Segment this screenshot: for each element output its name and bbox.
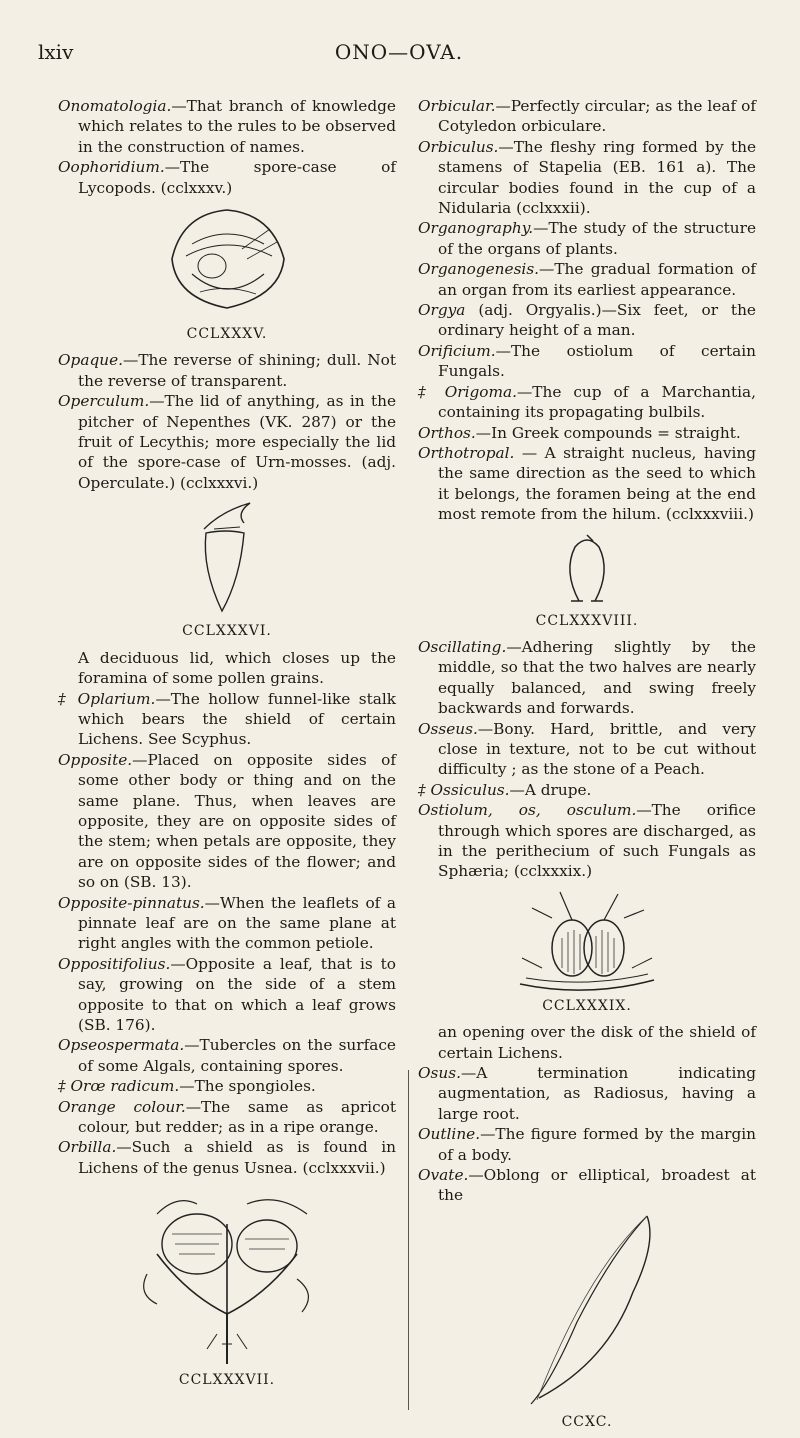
entry-operculum: Operculum.—The lid of anything, as in the pitcher of Nepenthes (VK. 287) or the fruit of Lecythis; more especially the lid of the spore-case of Urn-mosses. (adj. Operculate.) (cclxxxvi.) — [58, 392, 396, 492]
entry-organography: Organography.—The study of the structure of the organs of plants. — [418, 219, 756, 258]
entry-origoma: ‡ Origoma.—The cup of a Marchantia, containing its propagating bulbils. — [418, 382, 756, 422]
entry-oscillating: Oscillating.—Adhering slightly by the middle, so that the two halves are nearly equally balanced, and swing freely backwards and forwards. — [418, 637, 756, 718]
column-divider — [408, 1070, 409, 1410]
entry-orbicular: Orbicular.—Perfectly circular; as the leaf of Cotyledon orbiculare. — [418, 97, 756, 136]
operculum-illustration — [192, 499, 262, 617]
entry-outline: Outline.—The figure formed by the margin of a body. — [418, 1125, 756, 1164]
right-column — [418, 96, 756, 1438]
figure-caption: CCLXXXVII. — [178, 1372, 276, 1389]
entry-orange-colour: Orange colour.—The same as apricot colour, but redder; as in a ripe orange. — [58, 1097, 396, 1137]
entry-onomatologia: Onomatologia.—That branch of knowledge which relates to the rules to be observed in the construction of names. — [58, 97, 396, 156]
page-header — [38, 40, 760, 76]
figure-caption: CCLXXXV. — [186, 326, 268, 343]
entry-orae-radicum: ‡ Orœ radicum.—The spongioles. — [58, 1077, 316, 1096]
entry-organogenesis: Organogenesis.—The gradual formation of an organ from its earliest appearance. — [418, 260, 756, 299]
perithecium-illustration — [512, 888, 662, 992]
entry-opseospermata: Opseospermata.—Tubercles on the surface of some Algals, containing spores. — [58, 1036, 396, 1075]
figure-caption: CCLXXXVI. — [182, 623, 272, 640]
figure-ccxc — [418, 1212, 756, 1432]
figure-cclxxxvi — [58, 499, 396, 641]
figure-caption: CCLXXXVIII. — [535, 612, 639, 629]
entry-opposite-pinnatus: Opposite-pinnatus.—When the leaflets of a pinnate leaf are on the same plane at right angles with the common petiole. — [58, 893, 396, 953]
entry-opaque: Opaque.—The reverse of shining; dull. Not the reverse of transparent. — [58, 351, 396, 390]
entry-osseus: Osseus.—Bony. Hard, brittle, and very close in texture, not to be cut without difficulty ; as the stone of a Peach. — [418, 719, 756, 779]
orthotropal-nucleus-illustration — [557, 531, 617, 607]
entry-orbiculus: Orbiculus.—The fleshy ring formed by the stamens of Stapelia (EB. 161 a). The circular bodies found in the cup of a Nidularia (cclxxxii). — [418, 137, 756, 218]
entry-continuation: an opening over the disk of the shield of certain Lichens. — [438, 1023, 756, 1062]
entry-orbilla: Orbilla.—Such a shield as is found in Lichens of the genus Usnea. (cclxxxvii.) — [58, 1138, 396, 1177]
entry-oplarium: ‡ Oplarium.—The hollow funnel-like stalk which bears the shield of certain Lichens. See Scyphus. — [58, 689, 397, 749]
entry-orthotropal: Orthotropal. — A straight nucleus, having the same direction as the seed to which it belongs, the foramen being at the end most remote from the hilum. (cclxxxviii.) — [418, 443, 756, 524]
figure-cclxxxvii — [58, 1184, 396, 1390]
entry-orificium: Orificium.—The ostiolum of certain Fungals. — [418, 341, 756, 381]
running-title: ONO—OVA. — [334, 40, 464, 64]
entry-osus: Osus.—A termination indicating augmentation, as Radiosus, having a large root. — [418, 1064, 756, 1123]
page-number: lxiv — [38, 40, 74, 64]
left-column — [58, 96, 396, 1397]
entry-ovate: Ovate.—Oblong or elliptical, broadest at the — [418, 1166, 756, 1205]
entry-ostiolum: Ostiolum, os, osculum.—The orifice through which spores are discharged, as in the perithecium of such Fungals as Sphæria; (cclxxxix.) — [418, 801, 756, 881]
figure-cclxxxv — [58, 204, 396, 344]
entry-orgya: Orgya (adj. Orgyalis.)—Six feet, or the ordinary height of a man. — [418, 301, 756, 340]
entry-orthos: Orthos.—In Greek compounds = straight. — [418, 423, 741, 442]
entry-opposite: Opposite.—Placed on opposite sides of some other body or thing and on the same plane. Thus, when leaves are opposite, they are on opposite sides of the stem; when petals are opposite, they are on opposite sides of the flower; and so on (SB. 13). — [58, 750, 396, 892]
spore-case-illustration — [152, 204, 302, 320]
entry-continuation: A deciduous lid, which closes up the foramina of some pollen grains. — [78, 648, 396, 688]
ovate-leaf-illustration — [517, 1212, 657, 1408]
figure-cclxxxix — [418, 888, 756, 1016]
figure-caption: CCXC. — [561, 1413, 613, 1430]
usnea-lichen-illustration — [127, 1184, 327, 1366]
entry-oophoridium: Oophoridium.—The spore-case of Lycopods. (cclxxxv.) — [58, 158, 396, 197]
entry-oppositifolius: Oppositifolius.—Opposite a leaf, that is to say, growing on the side of a stem opposite to that on which a leaf grows (SB. 176). — [58, 954, 396, 1034]
figure-caption: CCLXXXIX. — [542, 997, 632, 1014]
entry-ossiculus: ‡ Ossiculus.—A drupe. — [418, 780, 592, 799]
figure-cclxxxviii — [418, 531, 756, 631]
